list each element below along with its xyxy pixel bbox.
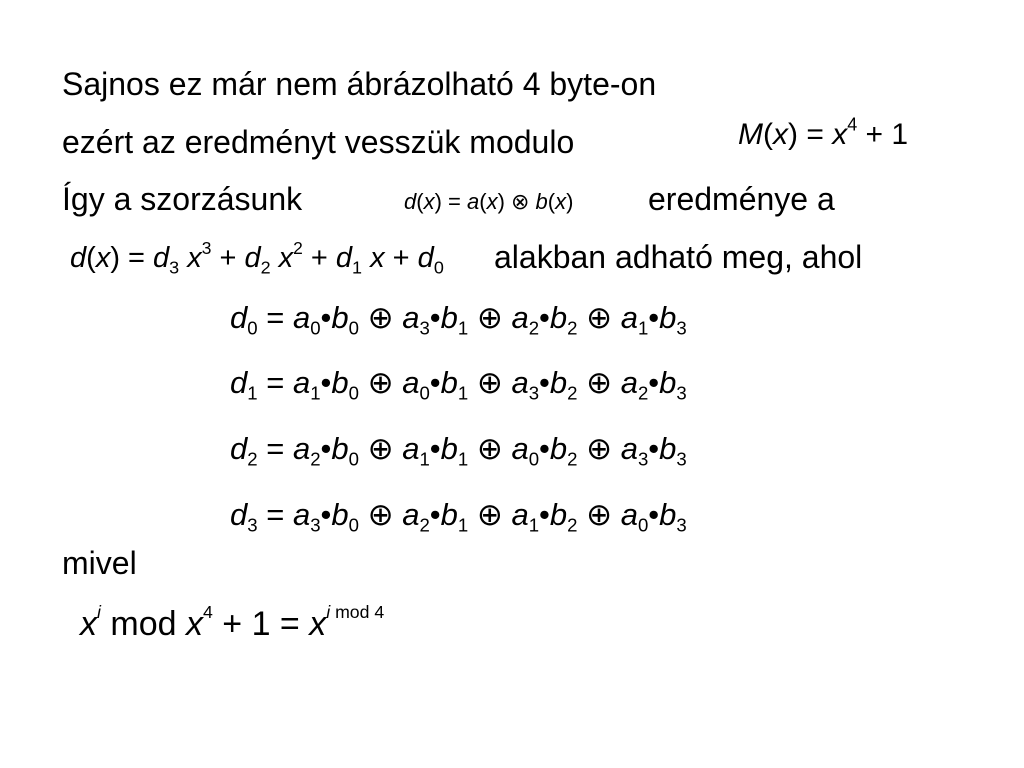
text-line-2: ezért az eredményt vesszük modulo	[62, 124, 575, 160]
polynomial-formula	[70, 237, 444, 278]
equation-d1: $d_1$ = $a_1•b_0$ ⊕ $a_0•b_1$ ⊕ $a_3•b_2$ ⊕ $a_2•b_3$	[230, 365, 687, 404]
mod-rule-formula-expression: $x^i$ mod $x^4 + 1 = x^{i mod 4}$	[80, 602, 385, 643]
text-line-3b: eredménye a	[648, 181, 835, 217]
text-line-3a: Így a szorzásunk	[62, 181, 303, 217]
mod-rule-formula	[80, 602, 385, 644]
text-line-4: alakban adható meg, ahol	[494, 239, 863, 275]
modulo-formula-expression: $M(x) = x^4 + 1$	[738, 114, 909, 151]
modulo-formula	[738, 114, 909, 152]
text-mivel: mivel	[62, 545, 137, 581]
polynomial-formula-expression: $d(x) = d_3$ $x^3 + d_2$ $x^2 + d_1$ $x + d_0$	[70, 237, 444, 278]
multiplication-formula	[404, 189, 573, 215]
equation-d2: $d_2$ = $a_2•b_0$ ⊕ $a_1•b_1$ ⊕ $a_0•b_2$ ⊕ $a_3•b_3$	[230, 431, 687, 470]
text-line-1: Sajnos ez már nem ábrázolható 4 byte-on	[62, 66, 657, 102]
equation-d3: $d_3$ = $a_3•b_0$ ⊕ $a_2•b_1$ ⊕ $a_1•b_2$ ⊕ $a_0•b_3$	[230, 497, 687, 536]
multiplication-formula-expression: d(x) = a(x) ⊗ b(x)	[404, 189, 574, 214]
equation-d0: $d_0$ = $a_0•b_0$ ⊕ $a_3•b_1$ ⊕ $a_2•b_2$ ⊕ $a_1•b_3$	[230, 300, 687, 339]
